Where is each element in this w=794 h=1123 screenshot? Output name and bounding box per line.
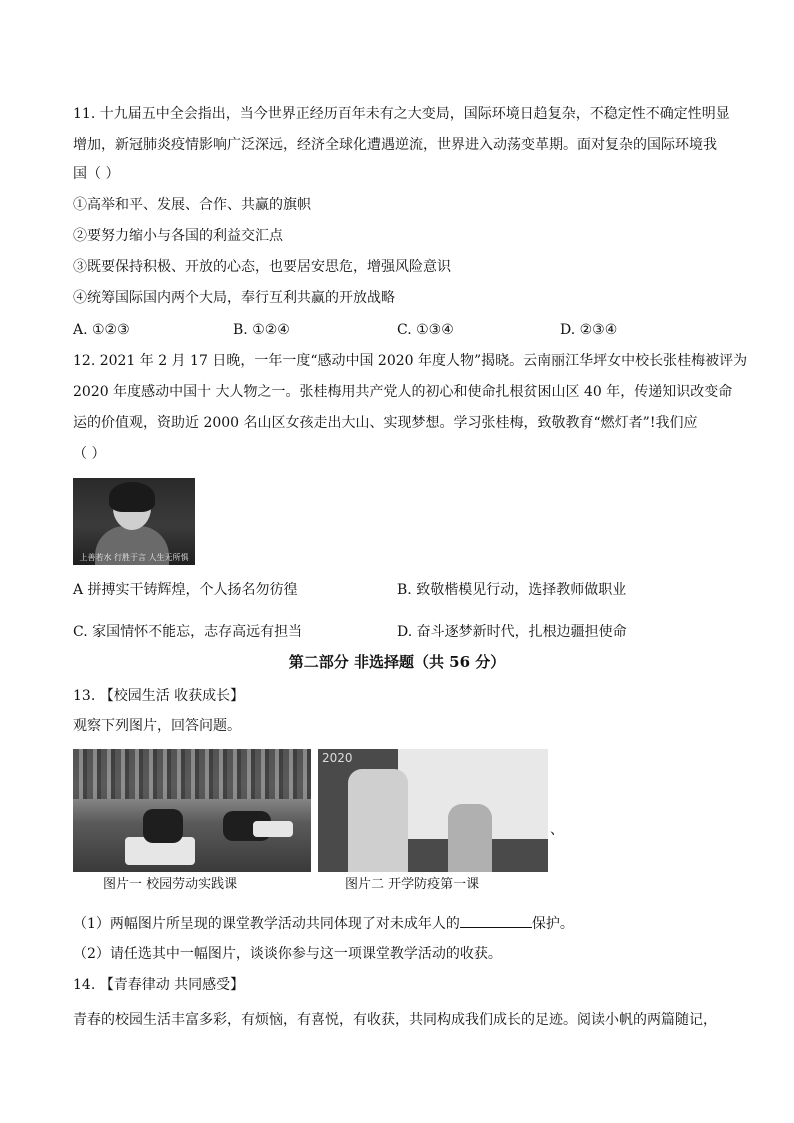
- section-title: 第二部分 非选择题（共 56 分）: [288, 653, 506, 671]
- portrait-hair: [109, 482, 155, 512]
- q13-part-1: [73, 913, 574, 934]
- q11-option-d[interactable]: D. ②③④: [560, 322, 618, 338]
- q11-statement-2: ②要努力缩小与各国的利益交汇点: [73, 228, 283, 244]
- answer-blank[interactable]: [460, 913, 532, 928]
- q13-part-2: （2）请任选其中一幅图片，谈谈你参与这一项课堂教学活动的收获。: [73, 946, 502, 962]
- crowd-background: [73, 749, 311, 799]
- teacher-figure: [348, 769, 408, 872]
- q13-intro: 观察下列图片，回答问题。: [73, 718, 241, 734]
- q11-option-c[interactable]: C. ①③④: [397, 322, 454, 338]
- q12-option-d[interactable]: D. 奋斗逐梦新时代，扎根边疆担使命: [397, 624, 627, 640]
- q12-line-3: 运的价值观，资助近 2000 名山区女孩走出大山、实现梦想。学习张桂梅，致敬教育“燃灯者”!我们应: [73, 415, 698, 431]
- q11-statement-1: ①高举和平、发展、合作、共赢的旗帜: [73, 197, 311, 213]
- q11-option-b[interactable]: B. ①②④: [233, 322, 290, 338]
- student-figure: [448, 804, 492, 872]
- q11-statement-4: ④统筹国际国内两个大局，奉行互利共赢的开放战略: [73, 290, 395, 306]
- portrait-caption: 上善若水 行胜于言 人生无所惧: [79, 553, 189, 562]
- q13-heading: 13. 【校园生活 收获成长】: [73, 688, 245, 704]
- q12-option-c[interactable]: C. 家国情怀不能忘，志存高远有担当: [73, 624, 303, 640]
- q13-part-1-text: （1）两幅图片所呈现的课堂教学活动共同体现了对未成年人的: [73, 916, 460, 932]
- labor-practice-photo: [73, 749, 311, 872]
- quilt-mat-2: [253, 821, 293, 837]
- portrait-photo: [73, 478, 195, 565]
- q12-line-4: （ ）: [73, 446, 106, 462]
- q14-line-1: 青春的校园生活丰富多彩，有烦恼，有喜悦，有收获，共同构成我们成长的足迹。阅读小帆的两篇随记，: [73, 1012, 717, 1028]
- q11-statement-3: ③既要保持积极、开放的心态，也要居安思危，增强风险意识: [73, 259, 451, 275]
- q11-line-2: 增加，新冠肺炎疫情影响广泛深远，经济全球化遭遇逆流，世界进入动荡变革期。面对复杂的国际环境我: [73, 137, 717, 153]
- q11-line-1: 11. 十九届五中全会指出，当今世界正经历百年未有之大变局，国际环境日趋复杂，不稳定性不确定性明显: [73, 106, 730, 122]
- student-figure-1: [143, 809, 183, 843]
- photo-2-caption: 图片二 开学防疫第一课: [345, 877, 480, 892]
- photo-1-caption: 图片一 校园劳动实践课: [103, 877, 238, 892]
- q14-heading: 14. 【青春律动 共同感受】: [73, 977, 245, 993]
- board-year: 2020: [322, 751, 353, 765]
- epidemic-class-photo: [318, 749, 548, 872]
- q12-option-b[interactable]: B. 致敬楷模见行动，选择教师做职业: [397, 582, 627, 598]
- q13-part-1-end: 保护。: [531, 916, 574, 932]
- q12-line-1: 12. 2021 年 2 月 17 日晚，一年一度“感动中国 2020 年度人物”揭晓。云南丽江华坪女中校长张桂梅被评为: [73, 353, 748, 369]
- q12-line-2: 2020 年度感动中国十 大人物之一。张桂梅用共产党人的初心和使命扎根贫困山区 40 年，传递知识改变命: [73, 384, 733, 400]
- q11-line-3: 国（ ）: [73, 166, 120, 182]
- q12-option-a[interactable]: A 拼搏实干铸辉煌，个人扬名勿彷徨: [73, 582, 298, 598]
- q11-option-a[interactable]: A. ①②③: [73, 322, 130, 338]
- comma-mark: 、: [550, 822, 564, 838]
